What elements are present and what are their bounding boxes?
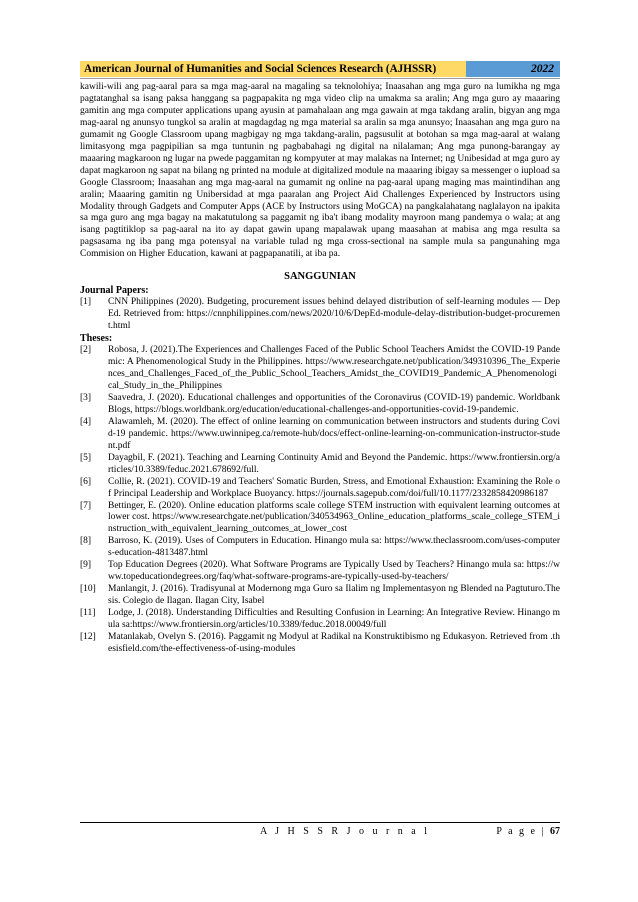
reference-number: [6] bbox=[80, 476, 92, 487]
reference-item bbox=[80, 477, 560, 501]
reference-item bbox=[80, 393, 560, 417]
reference-item bbox=[80, 584, 560, 608]
reference-text: CNN Philippines (2020). Budgeting, procurement issues behind delayed distribution of self-learning modules — DepEd. Retrieved from: https://cnnphilippines.com/news/2020/10/6/DepEd-module-delay-distribution-budget-procurement.html bbox=[108, 297, 560, 332]
reference-text: Alawamleh, M. (2020). The effect of online learning on communication between instructors and students during Covid-19 pandemic. https://www.uwinnipeg.ca/remote-hub/docs/effect-online-learning-on-communication-instructor-student.pdf bbox=[108, 416, 560, 451]
reference-number: [9] bbox=[80, 560, 92, 571]
journal-year: 2022 bbox=[466, 61, 560, 77]
reference-number: [4] bbox=[80, 416, 92, 427]
reference-item bbox=[80, 560, 560, 584]
page-footer bbox=[80, 826, 560, 840]
header-divider bbox=[80, 78, 560, 79]
reference-number: [1] bbox=[80, 297, 92, 308]
reference-text: Lodge, J. (2018). Understanding Difficulties and Resulting Confusion in Learning: An Integrative Review. Hinango mula sa:https://www.frontiersin.org/articles/10.3389/feduc.2018.00049/full bbox=[108, 608, 560, 631]
reference-text: Manlangit, J. (2016). Tradisyunal at Modernong mga Guro sa Ilalim ng Implementasyon ng Blended na Pagtuturo.Thesis. Colegio de Ilagan. Ilagan City, Isabel bbox=[108, 584, 560, 607]
reference-text: Top Education Degrees (2020). What Software Programs are Typically Used by Teachers? Hinango mula sa: https://www.topeducationdegrees.org/faq/what-software-programs-are-typically-used-by-teachers/ bbox=[108, 560, 560, 583]
page-number: 67 bbox=[550, 826, 560, 837]
reference-text: Saavedra, J. (2020). Educational challenges and opportunities of the Coronavirus (COVID-19) pandemic. Worldbank Blogs, https://blogs.worldbank.org/education/educational-challenges-and-opportunities-covid-19-pandemic. bbox=[108, 392, 560, 415]
footer-journal: A J H S S R J o u r n a l bbox=[260, 826, 431, 837]
reference-number: [10] bbox=[80, 584, 96, 595]
page-content bbox=[80, 82, 560, 656]
footer-page bbox=[496, 826, 560, 837]
reference-item bbox=[80, 536, 560, 560]
body-paragraph: kawili-wili ang pag-aaral para sa mga mag-aaral na magaling sa teknolohiya; Inaasahan ang mga guro na lumikha ng mga pagtatanghal sa isang paksa hanggang sa pagpapakita ng mga video clip na umakma sa aralin; Ang mga guro ay maaaring gamitin ang mga computer applications upang ayusin at pamahalaan ang mga gawain at mga takdang aralin, bigyan ang mga mag-aaral ng anunsyo tungkol sa aralin at magdagdag ng mga material sa aralin sa mga anunsyo; Inaasahan ang mga guro na gumamit ng Google Classroom upang magbigay ng mga takdang-aralin, pagsusulit at botohan sa mga mag-aaral at walang limitasyong mga pagpipilian sa mga tuntunin ng pagbabahagi ng digital na nilalaman; Ang mga punong-barangay ay maaaring magkaroon ng lugar na pwede paggamitan ng kompyuter at may malakas na Internet; ng Unibesidad at mga guro ay dapat magkaroon ng sapat na bilang ng printed na module at digitalized module na maaaring ibigay sa messenger o iupload sa Google Classroom; Inaasahan ang mga mag-aaral na gumamit ng online na pag-aaral upang maging mas maintindihan ang aralin; Maaaring gamitin ng Unibersidad at mga paaralan ang Project Aid Challenges Experienced by Instructors using Modality through Gadgets and Computer Apps (ACE by Instructors using MoGCA) na pangkalahatang naglalayon na ipakita sa mga guro ang mga bagay na makatutulong sa paggamit ng iba't ibang modality mayroon mang pandemya o wala; at ang isang pagtitiklop sa pag-aaral na ito ay dapat gawin upang mapalawak upang maasahan at mabisa ang mga resulta sa pagsasama ng iba pang mga potensyal na variable tulad ng mga cross-sectional na sample mula sa pangunahing mga Commision on Higher Education, kawani at pagpapanatili, at iba pa. bbox=[80, 82, 560, 260]
reference-number: [12] bbox=[80, 631, 96, 642]
reference-text: Robosa, J. (2021).The Experiences and Challenges Faced of the Public School Teachers Amidst the COVID-19 Pandemic: A Phenomenological Study in the Philippines. https://www.researchgate.net/publication/349310396_The_Experiences_and_Challenges_Faced_of_the_Public_School_Teachers_Amidst_the_COVID19_Pandemic_A_Phenomenological_Study_in_the_Philippines bbox=[108, 345, 560, 391]
reference-number: [11] bbox=[80, 608, 96, 619]
reference-number: [7] bbox=[80, 500, 92, 511]
reference-item bbox=[80, 608, 560, 632]
reference-item bbox=[80, 453, 560, 477]
reference-text: Collie, R. (2021). COVID-19 and Teachers' Somatic Burden, Stress, and Emotional Exhaustion: Examining the Role of Principal Leadership and Workplace Buoyancy. https://journals.sagepub.com/doi/full/10.1177/2332858420986187 bbox=[108, 476, 560, 499]
reference-number: [2] bbox=[80, 345, 92, 356]
reference-number: [3] bbox=[80, 392, 92, 403]
footer-divider bbox=[80, 822, 560, 823]
journal-references-list bbox=[80, 297, 560, 333]
reference-number: [8] bbox=[80, 536, 92, 547]
reference-text: Matanlakab, Ovelyn S. (2016). Paggamit ng Modyul at Radikal na Konstruktibismo ng Edukasyon. Retrieved from .thesisfield.com/the-effectiveness-of-using-modules bbox=[108, 631, 560, 654]
subhead-journal-papers: Journal Papers: bbox=[80, 285, 149, 297]
subhead-theses: Theses: bbox=[80, 333, 113, 345]
reference-item bbox=[80, 345, 560, 393]
reference-text: Bettinger, E. (2020). Online education platforms scale college STEM instruction with equivalent learning outcomes at lower cost. https://www.researchgate.net/publication/340534963_Online_education_platforms_scale_college_STEM_instruction_with_equivalent_learning_outcomes_at_lower_cost bbox=[108, 500, 560, 535]
reference-item bbox=[80, 417, 560, 453]
section-title: SANGGUNIAN bbox=[284, 271, 356, 283]
reference-text: Barroso, K. (2019). Uses of Computers in Education. Hinango mula sa: https://www.theclassroom.com/uses-computers-education-4813487.html bbox=[108, 536, 560, 559]
reference-number: [5] bbox=[80, 452, 92, 463]
reference-item bbox=[80, 297, 560, 333]
reference-item bbox=[80, 632, 560, 656]
journal-title: American Journal of Humanities and Social Sciences Research (AJHSSR) bbox=[80, 61, 466, 77]
theses-references-list bbox=[80, 345, 560, 656]
journal-header bbox=[80, 61, 560, 77]
footer-page-label: P a g e | bbox=[496, 826, 546, 837]
reference-text: Dayagbil, F. (2021). Teaching and Learning Continuity Amid and Beyond the Pandemic. https://www.frontiersin.org/articles/10.3389/feduc.2021.678692/full. bbox=[108, 452, 560, 475]
reference-item bbox=[80, 501, 560, 537]
